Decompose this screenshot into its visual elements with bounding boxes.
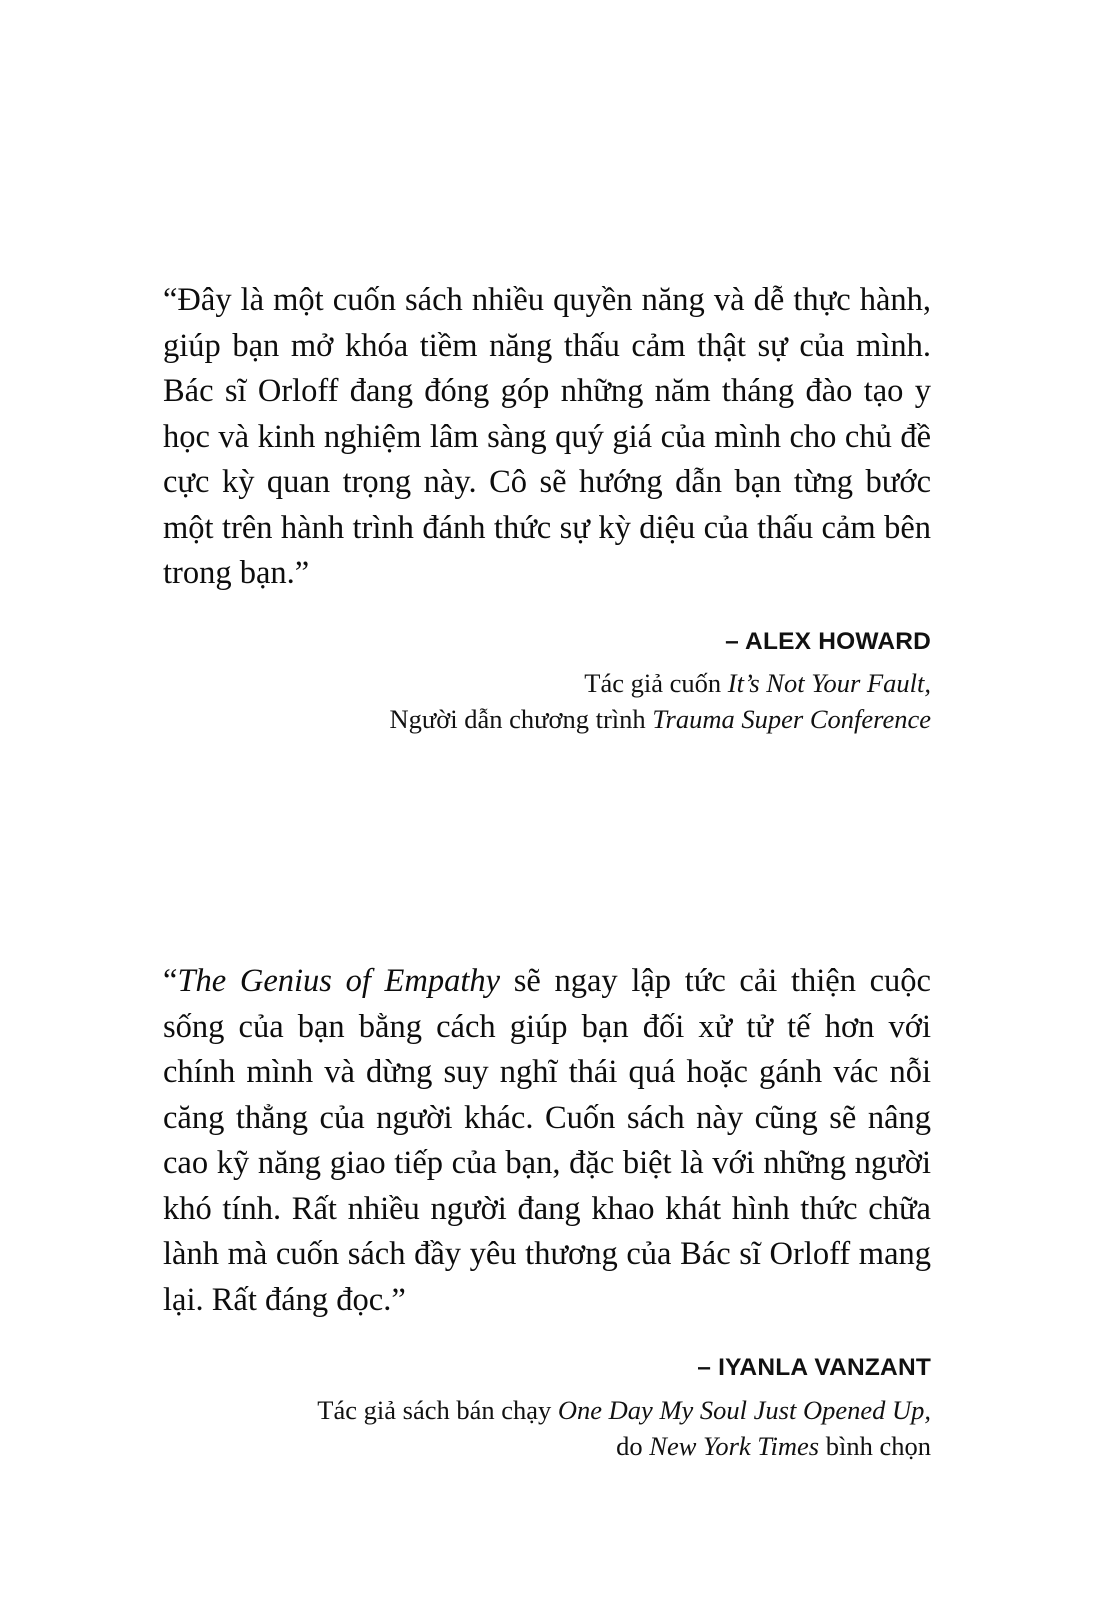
quote-text: “Đây là một cuốn sách nhiều quyền năng và dễ thực hành, giúp bạn mở khóa tiềm năng thấu cảm thật sự của mình. Bác sĩ Orloff đang đóng góp những năm tháng đào tạo y học và kinh nghiệm lâm sàng quý giá của mình cho chủ đề cực kỳ quan trọng này. Cô sẽ hướng dẫn bạn từng bước một trên hành trình đánh thức sự kỳ diệu của thấu cảm bên trong bạn.” — [163, 282, 931, 591]
attribution — [163, 1353, 931, 1464]
attribution-line: do New York Times bình chọn — [616, 1430, 931, 1461]
blurb-iyanla-vanzant — [163, 959, 931, 1464]
attribution — [163, 627, 931, 738]
attribution-line: Tác giả cuốn It’s Not Your Fault, — [584, 668, 931, 699]
praise-blurbs-container — [163, 278, 931, 1464]
blurb-alex-howard — [163, 278, 931, 737]
attribution-name: – ALEX HOWARD — [725, 627, 931, 655]
quote-text: “The Genius of Empathy sẽ ngay lập tức cải thiện cuộc sống của bạn bằng cách giúp bạn đối xử tử tế hơn với chính mình và dừng suy nghĩ thái quá hoặc gánh vác nỗi căng thẳng của người khác. Cuốn sách này cũng sẽ nâng cao kỹ năng giao tiếp của bạn, đặc biệt là với những người khó tính. Rất nhiều người đang khao khát hình thức chữa lành mà cuốn sách đầy yêu thương của Bác sĩ Orloff mang lại. Rất đáng đọc.” — [163, 963, 931, 1318]
attribution-name: – IYANLA VANZANT — [697, 1354, 931, 1382]
attribution-line: Người dẫn chương trình Trauma Super Conference — [389, 704, 931, 735]
attribution-line: Tác giả sách bán chạy One Day My Soul Just Opened Up, — [317, 1394, 931, 1425]
